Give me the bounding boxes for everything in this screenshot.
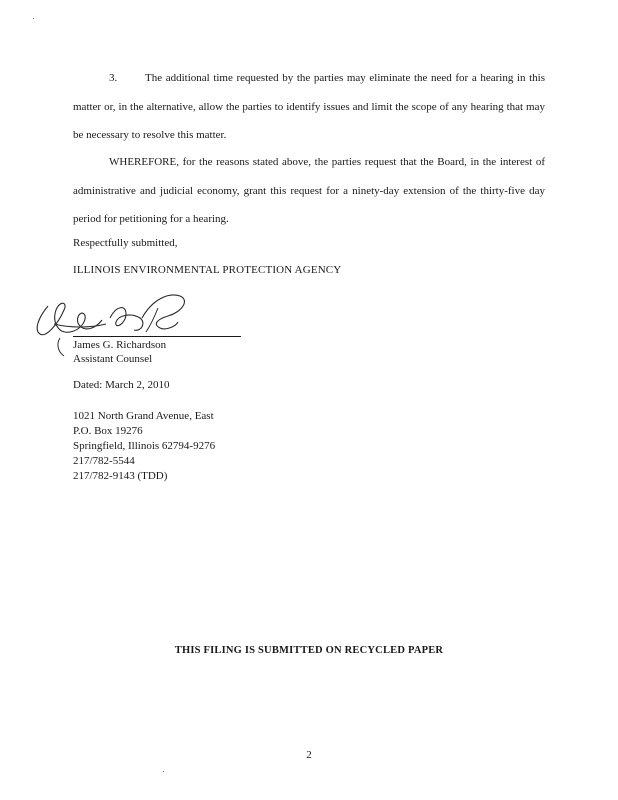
signer-title: Assistant Counsel: [73, 353, 153, 365]
page-number: 2: [306, 749, 312, 761]
signer-name: James G. Richardson: [73, 339, 167, 351]
wherefore-paragraph: WHEREFORE, for the reasons stated above, the parties request that the Board, in the interest of administrative and judicial economy, grant this request for a ninety-day extension of the thirty-five day period for petitioning for a hearing.: [73, 156, 545, 225]
address-line: P.O. Box 19276: [73, 425, 143, 437]
paragraph-3: [73, 64, 545, 150]
agency-name: ILLINOIS ENVIRONMENTAL PROTECTION AGENCY: [73, 264, 342, 276]
date-line: Dated: March 2, 2010: [73, 379, 170, 391]
phone-line: 217/782-5544: [73, 455, 135, 467]
scan-speck: [33, 18, 34, 19]
scan-speck: [163, 771, 164, 772]
paragraph-3-text: The additional time requested by the parties may eliminate the need for a hearing in this matter or, in the alternative, allow the parties to identify issues and limit the scope of any hearing that may be necessary to resolve this matter.: [73, 72, 545, 141]
address-line: Springfield, Illinois 62794-9276: [73, 440, 216, 452]
agency-address: [73, 409, 215, 484]
recycled-paper-notice: THIS FILING IS SUBMITTED ON RECYCLED PAPER: [174, 645, 444, 656]
address-line: 1021 North Grand Avenue, East: [73, 410, 214, 422]
signature-line: [73, 336, 241, 337]
paragraph-number: 3.: [109, 72, 118, 84]
tdd-line: 217/782-9143 (TDD): [73, 470, 168, 482]
closing-line: Respectfully submitted,: [73, 237, 178, 249]
